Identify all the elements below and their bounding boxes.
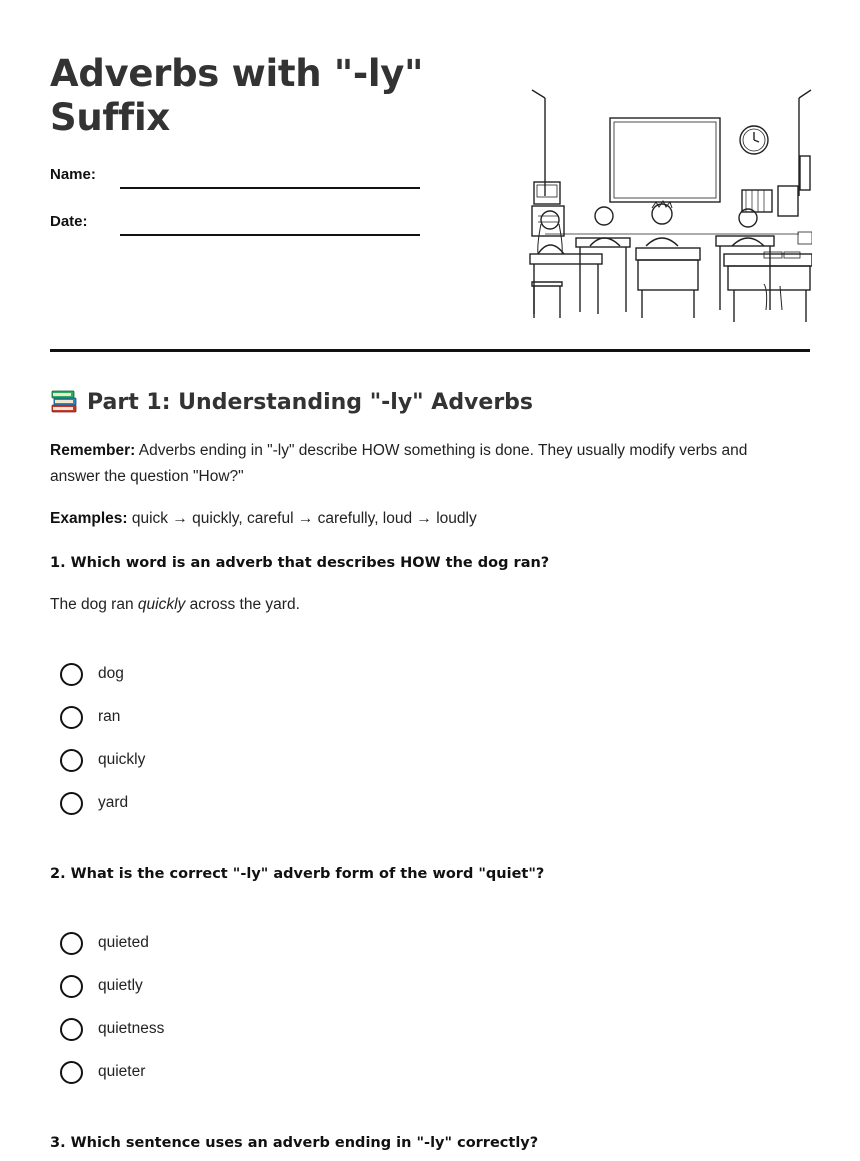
books-icon [50, 389, 78, 415]
remember-paragraph [50, 438, 790, 490]
radio-button[interactable] [60, 975, 83, 998]
sentence-end: across the yard. [185, 596, 300, 613]
option-label: ran [98, 708, 121, 725]
date-label: Date: [50, 213, 88, 230]
radio-button[interactable] [60, 706, 83, 729]
remember-label: Remember: [50, 442, 136, 459]
q1-option-dog[interactable] [60, 661, 124, 687]
option-label: quickly [98, 751, 146, 768]
q2-option-quietness[interactable] [60, 1016, 164, 1042]
option-label: quietness [98, 1020, 165, 1037]
q1-option-ran[interactable] [60, 704, 120, 730]
question-1-sentence [50, 596, 300, 614]
radio-button[interactable] [60, 1018, 83, 1041]
option-label: dog [98, 665, 124, 682]
q2-option-quietly[interactable] [60, 973, 143, 999]
remember-text: Adverbs ending in "-ly" describe HOW something is done. They usually modify verbs and answer the question "How?" [50, 442, 748, 485]
radio-button[interactable] [60, 663, 83, 686]
radio-button[interactable] [60, 749, 83, 772]
examples-text: quick → quickly, careful → carefully, loud → loudly [127, 510, 477, 527]
section-title-text: Part 1: Understanding "-ly" Adverbs [87, 389, 534, 415]
option-label: quieter [98, 1063, 146, 1080]
sentence-start: The dog ran [50, 596, 138, 613]
option-label: quietly [98, 977, 143, 994]
option-label: yard [98, 794, 129, 811]
radio-button[interactable] [60, 1061, 83, 1084]
question-1: 1. Which word is an adverb that describes HOW the dog ran? [50, 555, 550, 571]
title-line-1: Adverbs with "-ly" [50, 52, 424, 95]
title-line-2: Suffix [50, 96, 170, 139]
name-label: Name: [50, 166, 96, 183]
option-label: quieted [98, 934, 149, 951]
sentence-emphasis: quickly [137, 596, 186, 613]
q2-option-quieted[interactable] [60, 930, 149, 956]
section-title [50, 389, 533, 415]
classroom-illustration [528, 86, 812, 326]
examples-label: Examples: [50, 510, 128, 527]
question-2: 2. What is the correct "-ly" adverb form of the word "quiet"? [50, 866, 545, 882]
worksheet-title [50, 52, 470, 140]
question-3: 3. Which sentence uses an adverb ending in "-ly" correctly? [50, 1135, 539, 1151]
name-field[interactable] [120, 187, 420, 189]
q2-option-quieter[interactable] [60, 1059, 145, 1085]
radio-button[interactable] [60, 932, 83, 955]
radio-button[interactable] [60, 792, 83, 815]
header-divider [50, 349, 810, 352]
q1-option-quickly[interactable] [60, 747, 145, 773]
date-field[interactable] [120, 234, 420, 236]
examples-paragraph [50, 506, 790, 532]
q1-option-yard[interactable] [60, 790, 128, 816]
